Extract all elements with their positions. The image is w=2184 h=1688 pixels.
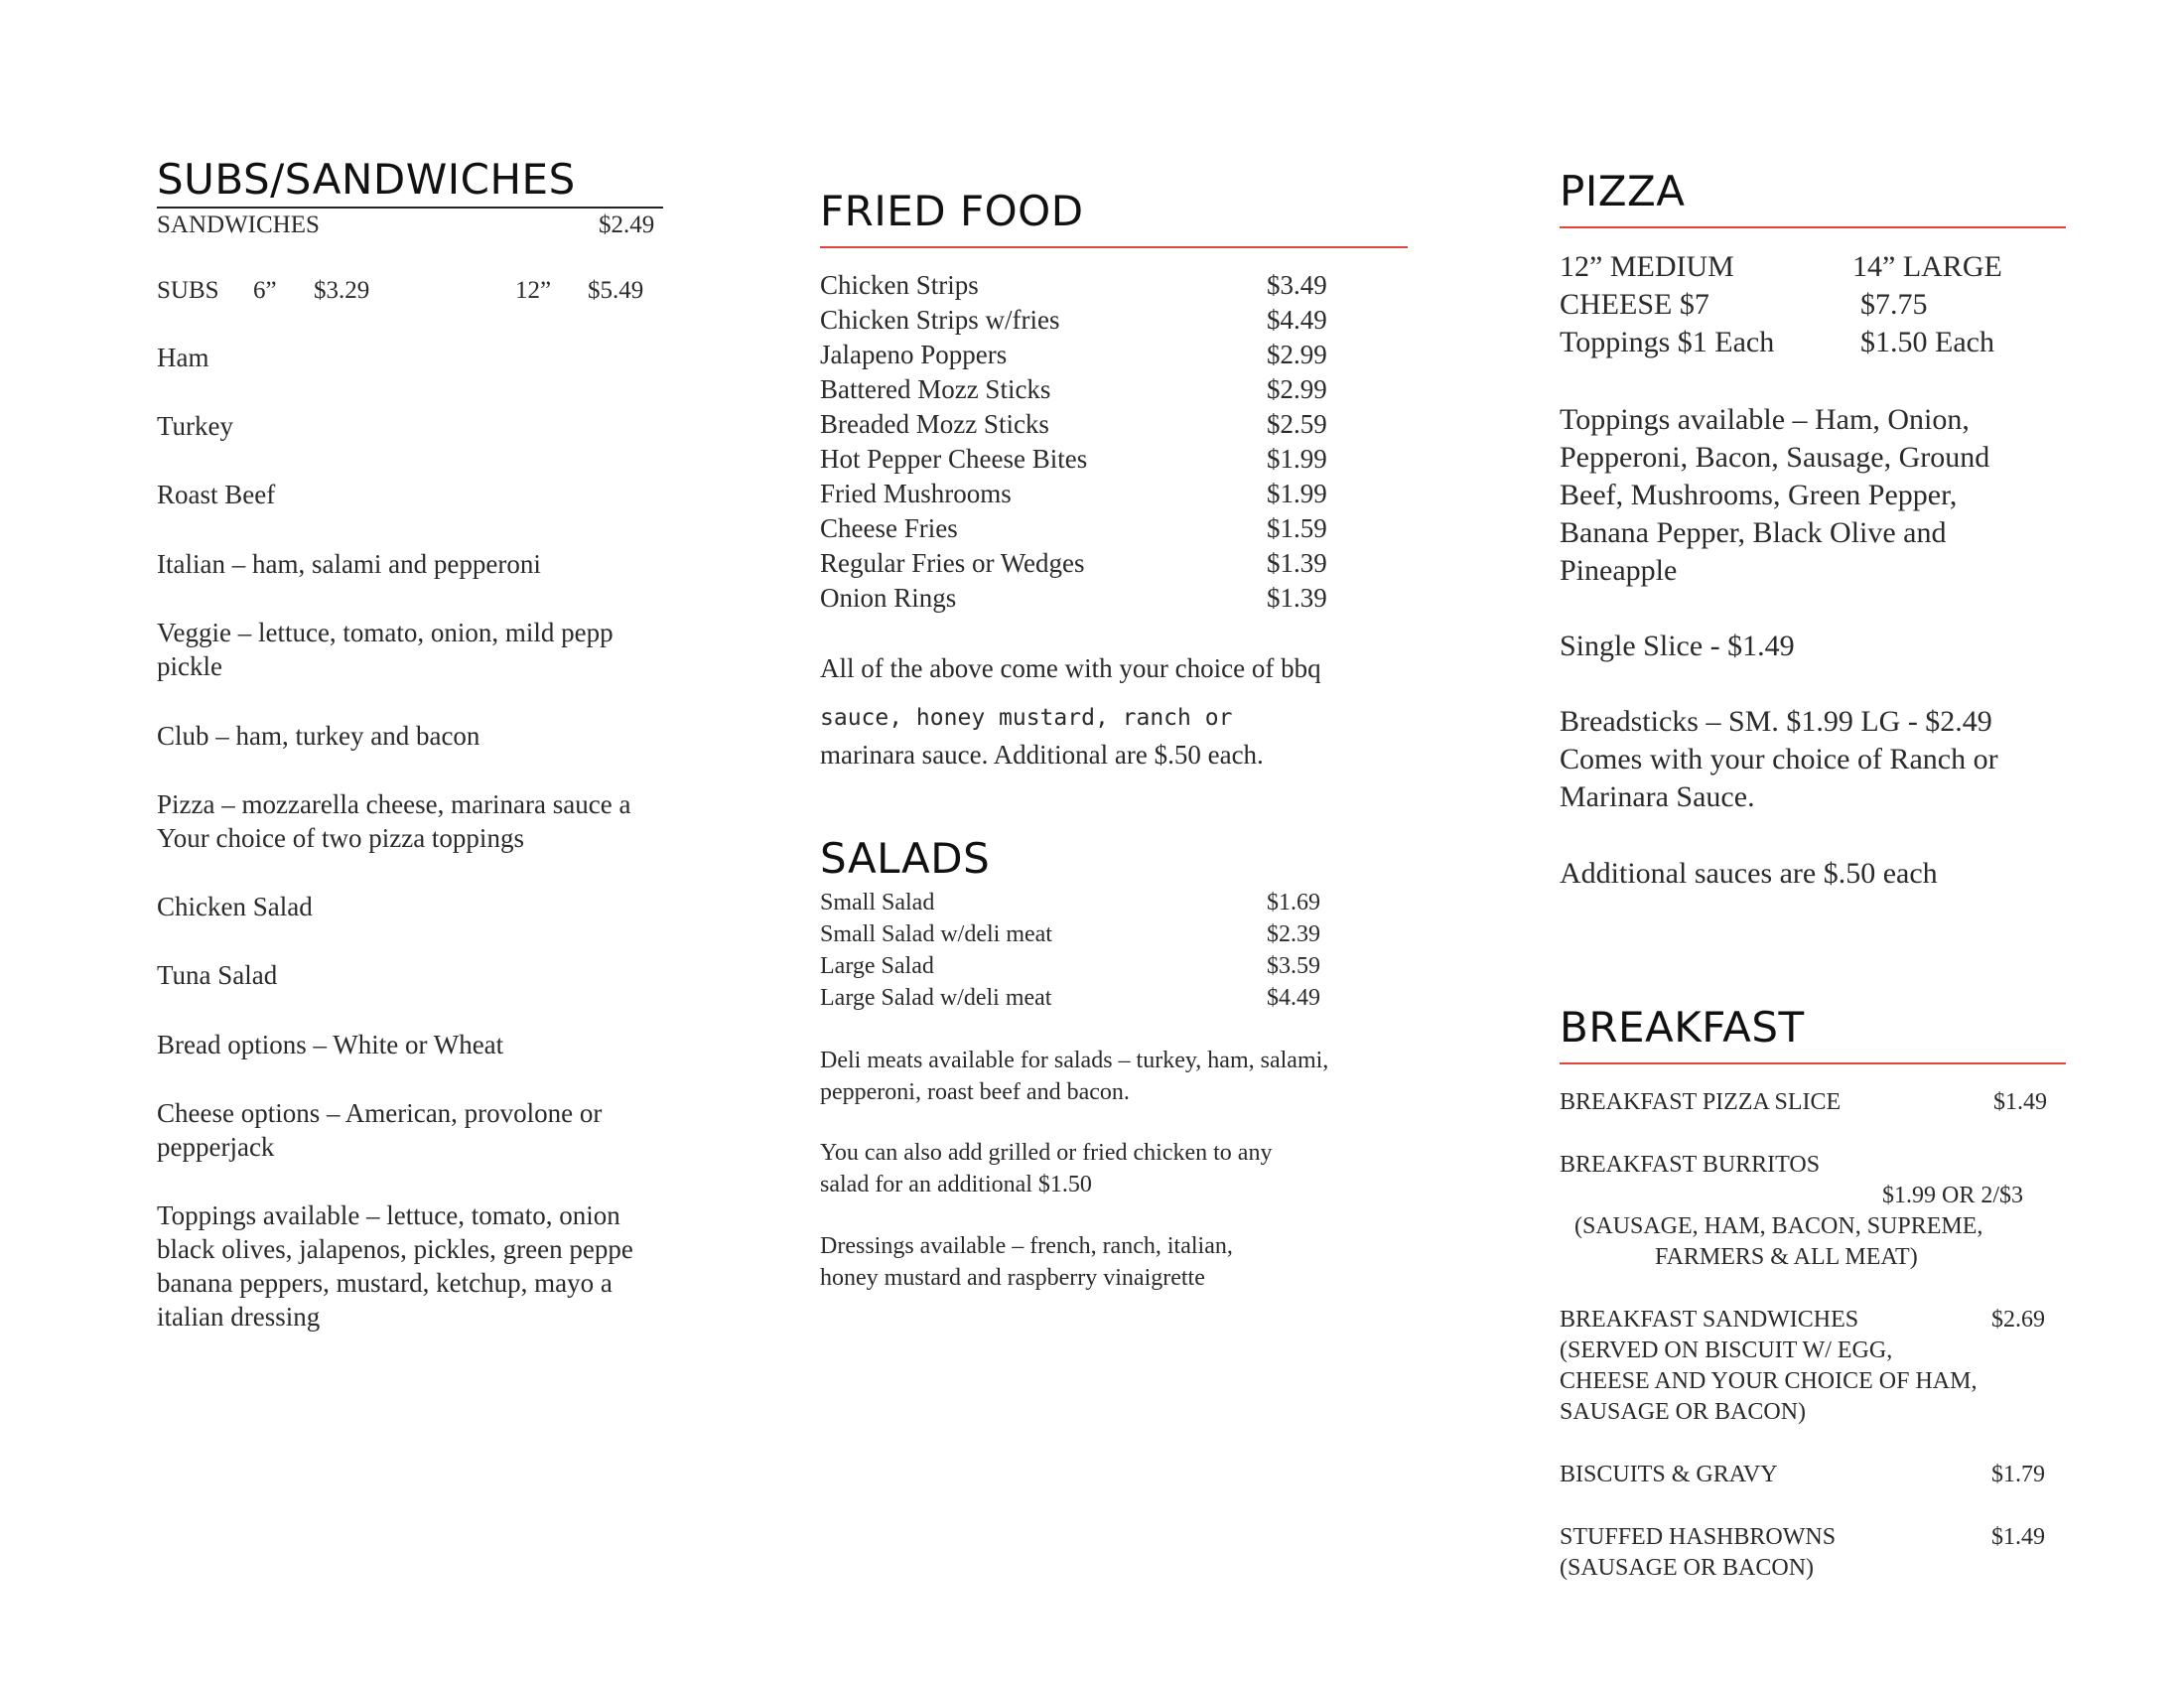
salad-item-name: Large Salad [820,953,934,979]
fried-note: marinara sauce. Additional are $.50 each. [820,740,1264,770]
sub-item: Tuna Salad [157,960,278,990]
sub-item: Pizza – mozzarella cheese, marinara sauce a [157,789,631,819]
breakfast-item: BREAKFAST SANDWICHES [1560,1307,1859,1333]
fried-note: All of the above come with your choice of bbq [820,653,1321,683]
pizza-additional: Additional sauces are $.50 each [1560,857,1938,890]
sub-item: Your choice of two pizza toppings [157,823,524,853]
subs-section [157,149,665,1370]
fried-item-name: Chicken Strips w/fries [820,305,1060,335]
pizza-divider [1560,226,2066,228]
fried-item-price: $3.49 [1267,270,1327,300]
pizza-large-label: 14” LARGE [1852,250,2002,283]
subs-title: SUBS/SANDWICHES [157,155,576,204]
sub-item: Roast Beef [157,480,276,509]
six-inch-price: $3.29 [314,277,370,304]
salad-note: salad for an additional $1.50 [820,1172,1092,1197]
salads-title: SALADS [820,834,991,883]
fried-item-name: Fried Mushrooms [820,479,1012,508]
pizza-title: PIZZA [1560,167,1686,215]
twelve-inch-price: $5.49 [588,277,644,304]
breakfast-price: $1.49 [1993,1089,2047,1115]
fried-item-name: Breaded Mozz Sticks [820,409,1049,439]
salad-item-price: $1.69 [1267,890,1320,915]
breakfast-price: $1.49 [1991,1524,2045,1550]
sandwiches-price: $2.49 [599,211,655,238]
breakfast-desc: SAUSAGE OR BACON) [1560,1399,1807,1425]
pizza-breakfast-section [1560,159,2076,1599]
salad-note: honey mustard and raspberry vinaigrette [820,1265,1205,1291]
fried-item-price: $2.99 [1267,374,1327,404]
salad-item-price: $3.59 [1267,953,1320,979]
salad-item-price: $4.49 [1267,985,1320,1011]
salad-note: pepperoni, roast beef and bacon. [820,1079,1130,1105]
breakfast-price: $1.79 [1991,1462,2045,1487]
breakfast-item: BREAKFAST BURRITOS [1560,1152,1821,1178]
fried-item-price: $2.59 [1267,409,1327,439]
fried-item-name: Battered Mozz Sticks [820,374,1051,404]
sub-item: Turkey [157,411,234,441]
breakfast-divider [1560,1062,2066,1064]
salad-note: Dressings available – french, ranch, italian, [820,1233,1233,1259]
six-inch-label: 6” [253,277,277,304]
pizza-medium-label: 12” MEDIUM [1560,250,1734,283]
fried-item-price: $1.59 [1267,513,1327,543]
breakfast-desc: FARMERS & ALL MEAT) [1655,1244,1918,1270]
sandwiches-label: SANDWICHES [157,211,320,238]
sub-item: Italian – ham, salami and pepperoni [157,549,541,579]
salad-item-name: Small Salad [820,890,935,915]
fried-item-name: Onion Rings [820,583,957,613]
breakfast-desc: (SERVED ON BISCUIT W/ EGG, [1560,1337,1893,1363]
sub-item: Chicken Salad [157,892,313,921]
fried-divider [820,246,1408,248]
sub-item: pepperjack [157,1132,275,1162]
fried-salads-section [820,179,1416,1321]
fried-item-name: Chicken Strips [820,270,979,300]
breadsticks: Breadsticks – SM. $1.99 LG - $2.49 [1560,705,1992,738]
breakfast-item: STUFFED HASHBROWNS [1560,1524,1837,1550]
pizza-toppings-text: Beef, Mushrooms, Green Pepper, [1560,479,1958,511]
breakfast-desc: CHEESE AND YOUR CHOICE OF HAM, [1560,1368,1978,1394]
pizza-toppings-text: Pineapple [1560,554,1678,587]
sub-item: Ham [157,343,209,372]
breakfast-item: BREAKFAST PIZZA SLICE [1560,1089,1842,1115]
sub-item: banana peppers, mustard, ketchup, mayo a [157,1268,613,1298]
sub-item: Toppings available – lettuce, tomato, onion [157,1200,620,1230]
salad-item-name: Large Salad w/deli meat [820,985,1052,1011]
fried-item-name: Jalapeno Poppers [820,340,1008,369]
sub-item: Cheese options – American, provolone or [157,1098,603,1128]
fried-item-price: $2.99 [1267,340,1327,369]
fried-item-price: $1.39 [1267,583,1327,613]
fried-item-name: Regular Fries or Wedges [820,548,1085,578]
sub-item: Club – ham, turkey and bacon [157,721,480,751]
fried-title: FRIED FOOD [820,187,1084,235]
pizza-toppings-large: $1.50 Each [1860,326,1994,358]
sub-item: italian dressing [157,1302,321,1332]
subs-label: SUBS [157,277,219,304]
pizza-toppings-text: Banana Pepper, Black Olive and [1560,516,1947,549]
sub-item: Veggie – lettuce, tomato, onion, mild pepp [157,618,614,647]
breakfast-desc: (SAUSAGE OR BACON) [1560,1555,1815,1581]
breakfast-item: BISCUITS & GRAVY [1560,1462,1778,1487]
breakfast-price: $2.69 [1991,1307,2045,1333]
salad-item-price: $2.39 [1267,921,1320,947]
twelve-inch-label: 12” [515,277,552,304]
salad-note: Deli meats available for salads – turkey, ham, salami, [820,1048,1329,1073]
sub-item: pickle [157,651,222,681]
breakfast-desc: (SAUSAGE, HAM, BACON, SUPREME, [1574,1213,1983,1239]
sub-item: Bread options – White or Wheat [157,1030,504,1059]
fried-item-price: $1.99 [1267,479,1327,508]
pizza-toppings-text: Toppings available – Ham, Onion, [1560,403,1970,436]
fried-item-price: $4.49 [1267,305,1327,335]
fried-item-name: Hot Pepper Cheese Bites [820,444,1088,474]
pizza-toppings-text: Pepperoni, Bacon, Sausage, Ground [1560,441,1990,474]
breakfast-title: BREAKFAST [1560,1003,1805,1052]
fried-item-price: $1.99 [1267,444,1327,474]
pizza-toppings-medium: Toppings $1 Each [1560,326,1775,358]
pizza-cheese-medium: CHEESE $7 [1560,288,1709,321]
fried-note: sauce, honey mustard, ranch or [820,705,1233,731]
sub-item: black olives, jalapenos, pickles, green peppe [157,1234,633,1264]
single-slice: Single Slice - $1.49 [1560,630,1795,662]
fried-item-price: $1.39 [1267,548,1327,578]
pizza-cheese-large: $7.75 [1860,288,1928,321]
salad-item-name: Small Salad w/deli meat [820,921,1052,947]
fried-item-name: Cheese Fries [820,513,958,543]
breakfast-price: $1.99 OR 2/$3 [1882,1183,2024,1208]
salad-note: You can also add grilled or fried chicken to any [820,1140,1273,1166]
breadsticks-note: Comes with your choice of Ranch or [1560,743,1998,775]
breadsticks-note: Marinara Sauce. [1560,780,1755,813]
